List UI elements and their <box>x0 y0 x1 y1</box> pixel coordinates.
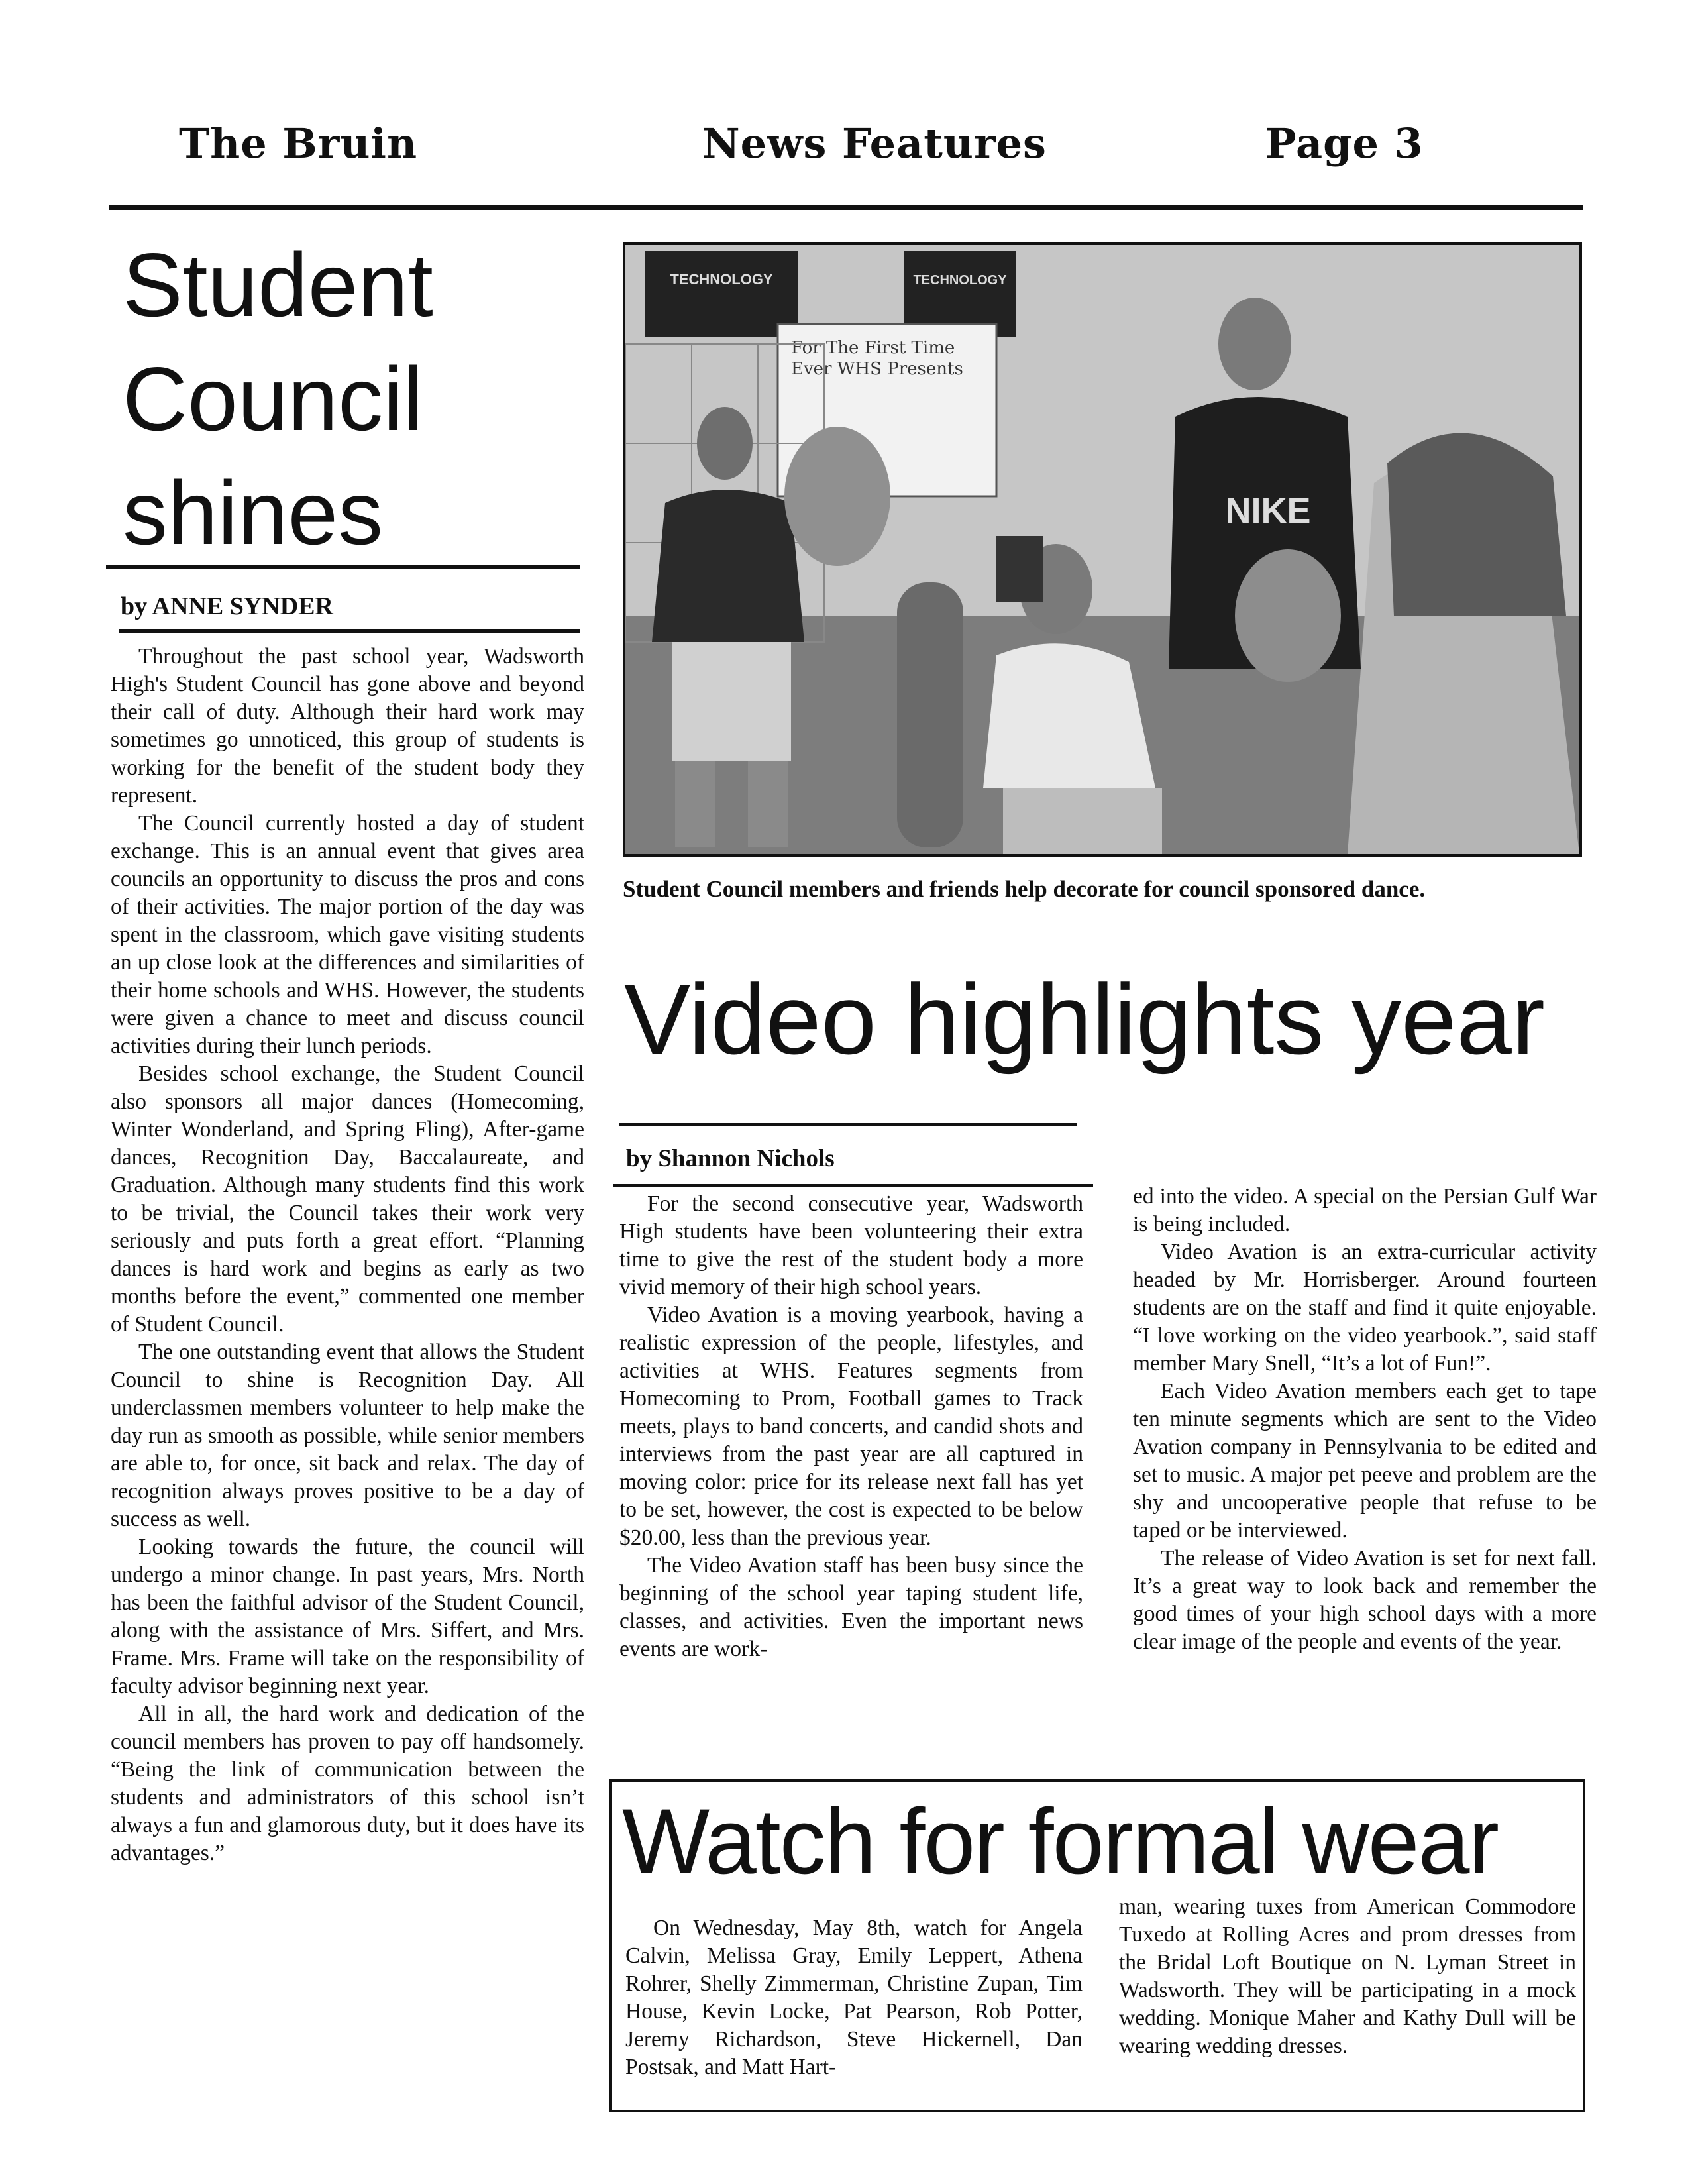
paragraph: man, wearing tuxes from American Commodore Tuxedo at Rolling Acres and prom dresses from the Bridal Loft Boutique on N. Lyman Street in Wadsworth. They will be participating in a mock wedding. Monique Maher and Kathy Dull will be wearing wedding dresses. <box>1119 1894 1576 2058</box>
headline-line-3: shines <box>123 463 384 563</box>
headline-video-rule <box>619 1123 1077 1126</box>
paragraph: The Video Avation staff has been busy since the beginning of the school year taping student life, classes, and activities. Even the important news events are work- <box>619 1553 1083 1661</box>
article-formal-wear-box <box>610 1779 1585 2112</box>
article-body-video-col2 <box>1133 1183 1597 1656</box>
photo-scene-image <box>625 245 1579 854</box>
headline-student-council <box>123 228 433 570</box>
poster-title-right: TECHNOLOGY <box>913 273 1007 288</box>
byline-video-rule <box>613 1184 1093 1187</box>
paragraph: The Council currently hosted a day of student exchange. This is an annual event that gives area councils an opportunity to discuss the pros and cons of their activities. The major portion of the day was spent in the classroom, which gave visiting students an up close look at the differences and similarities of their home schools and WHS. However, the students were given a chance to meet and discuss council activities during their lunch periods. <box>111 811 584 1058</box>
shirt-logo-text: NIKE <box>1225 491 1311 531</box>
paragraph: ed into the video. A special on the Persian Gulf War is being included. <box>1133 1184 1597 1236</box>
byline-anne-snyder: by ANNE SYNDER <box>121 592 333 620</box>
paragraph: Throughout the past school year, Wadsworth High's Student Council has gone above and beyond their call of duty. Although their hard work may sometimes go unnoticed, this group of students is working for the benefit of the student body they represent. <box>111 644 584 808</box>
paragraph: The one outstanding event that allows the Student Council to shine is Recognition Day. All underclassmen members volunteer to help make the day run as smooth as possible, while senior members are able to, for once, sit back and relax. The day of recognition always proves positive to be a day of success as well. <box>111 1340 584 1531</box>
photo-decorating <box>623 242 1582 857</box>
byline-shannon-nichols: by Shannon Nichols <box>626 1145 835 1172</box>
paragraph: Looking towards the future, the council will undergo a minor change. In past years, Mrs. North has been the faithful advisor of the Student Council, along with the assistance of Mrs. Siffert, and Mrs. Frame. Mrs. Frame will take on the responsibility of faculty advisor beginning next year. <box>111 1535 584 1698</box>
paragraph: Video Avation is an extra-curricular activity headed by Mr. Horrisberger. Around fourteen students are on the staff and find it quite enjoyable. “I love working on the video yearbook.”, said staff member Mary Snell, “It’s a lot of Fun!”. <box>1133 1240 1597 1376</box>
article-body-video-col1 <box>619 1190 1083 1663</box>
headline-line-2: Council <box>123 349 423 449</box>
paragraph: Each Video Avation members each get to tape ten minute segments which are sent to the Video Avation company in Pennsylvania to be edited and set to music. A major pet peeve and problem are the shy and uncooperative people that refuse to be taped or be interviewed. <box>1133 1379 1597 1543</box>
byline-rule <box>119 629 580 633</box>
article-body-formal-col2 <box>1119 1893 1576 2060</box>
paragraph: All in all, the hard work and dedication of the council members has proven to pay off handsomely. “Being the link of communication between the students and administrators of this school isn’t always a fun and glamorous duty, but it does have its advantages.” <box>111 1702 584 1865</box>
headline-formal-wear: Watch for formal wear <box>622 1789 1499 1893</box>
masthead-page-number: Page 3 <box>1265 119 1424 168</box>
masthead-rule <box>109 205 1583 210</box>
headline-rule <box>106 565 580 569</box>
article-body-student-council <box>111 643 584 1867</box>
masthead-section-name: News Features <box>702 119 1047 168</box>
paragraph: On Wednesday, May 8th, watch for Angela Calvin, Melissa Gray, Emily Leppert, Athena Rohrer, Shelly Zimmerman, Christine Zupan, Tim House, Kevin Locke, Pat Pearson, Rob Potter, Jeremy Richardson, Steve Hickernell, Dan Postsak, and Matt Hart- <box>625 1916 1083 2079</box>
photo-caption: Student Council members and friends help decorate for council sponsored dance. <box>623 876 1426 902</box>
paragraph: For the second consecutive year, Wadsworth High students have been volunteering their extra time to give the rest of the student body a more vivid memory of their high school years. <box>619 1191 1083 1299</box>
headline-video-highlights: Video highlights year <box>624 963 1545 1075</box>
poster-handwritten-text: For The First Time Ever WHS Presents <box>791 338 963 379</box>
poster-title-left: TECHNOLOGY <box>670 271 773 288</box>
paragraph: Video Avation is a moving yearbook, having a realistic expression of the people, lifestyles, and activities at WHS. Features segments from Homecoming to Prom, Football games to Track meets, plays to band concerts, and candid shots and interviews from the past year are all captured in moving color: price for its release next fall has yet to be set, however, the cost is expected to be below $20.00, less than the previous year. <box>619 1303 1083 1550</box>
article-body-formal-col1 <box>625 1914 1083 2081</box>
masthead-paper-name: The Bruin <box>179 119 418 168</box>
headline-line-1: Student <box>123 235 433 335</box>
paragraph: Besides school exchange, the Student Council also sponsors all major dances (Homecoming, Winter Wonderland, and Spring Fling), After-game dances, Recognition Day, Baccalaureate, and Graduation. Although many students find this work to be trivial, the Council takes their work very seriously and puts forth a great effort. “Planning dances is hard work and begins as early as two months before the event,” commented one member of Student Council. <box>111 1062 584 1337</box>
paragraph: The release of Video Avation is set for next fall. It’s a great way to look back and remember the good times of your high school days with a more clear image of the people and events of the year. <box>1133 1546 1597 1654</box>
